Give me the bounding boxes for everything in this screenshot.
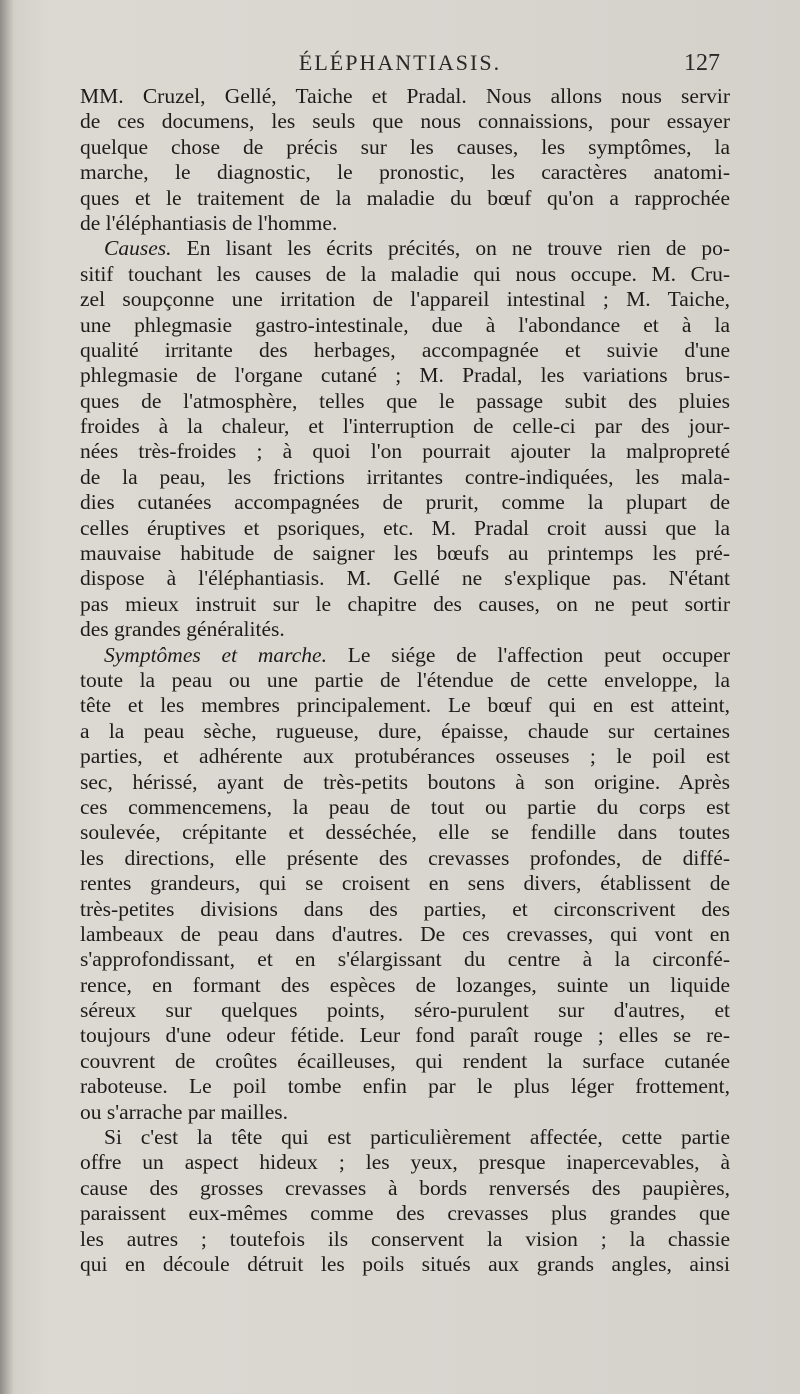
text-line: rence, en formant des espèces de lozanges, suinte un liquide [80,972,730,997]
text-line [80,236,730,261]
text-line: offre un aspect hideux ; les yeux, presque inapercevables, à [80,1150,730,1175]
text-line: de la peau, les frictions irritantes contre-indiquées, les mala- [80,464,730,489]
text-line: sec, hérissé, ayant de très-petits boutons à son origine. Après [80,769,730,794]
binding-edge [0,0,14,1394]
text-line: marche, le diagnostic, le pronostic, les caractères anatomi- [80,160,730,185]
text-line: cause des grosses crevasses à bords renversés des paupières, [80,1175,730,1200]
text-line: MM. Cruzel, Gellé, Taiche et Pradal. Nous allons nous servir [80,84,730,108]
text-line: sitif touchant les causes de la maladie qui nous occupe. M. Cru- [80,261,730,286]
text-line [80,643,730,668]
section-heading-causes: Causes. [104,236,172,261]
text-line: ques et le traitement de la maladie du bœuf qu'on a rapprochée [80,185,730,210]
page-header [80,50,720,80]
text-run: En lisant les écrits précités, on ne trouve rien de po- [171,236,730,261]
text-line: rentes grandeurs, qui se croisent en sens divers, établissent de [80,871,730,896]
body-text [80,84,730,1277]
text-line: pas mieux instruit sur le chapitre des causes, on ne peut sortir [80,591,730,616]
text-line: lambeaux de peau dans d'autres. De ces crevasses, qui vont en [80,921,730,946]
text-line: paraissent eux-mêmes comme des crevasses plus grandes que [80,1201,730,1226]
text-line: ou s'arrache par mailles. [80,1099,289,1124]
text-line: froides à la chaleur, et l'interruption de celle-ci par des jour- [80,414,730,439]
text-line: raboteuse. Le poil tombe enfin par le plus léger frottement, [80,1074,730,1099]
text-line: les autres ; toutefois ils conservent la vision ; la chassie [80,1226,730,1251]
text-line: de ces documens, les seuls que nous connaissions, pour essayer [80,109,730,134]
text-line: quelque chose de précis sur les causes, les symptômes, la [80,134,730,159]
text-line: séreux sur quelques points, séro-purulent sur d'autres, et [80,998,730,1023]
section-heading-symptomes: Symptômes et marche. [104,642,327,667]
text-line: des grandes généralités. [80,617,285,642]
text-line: a la peau sèche, rugueuse, dure, épaisse, chaude sur certaines [80,718,730,743]
text-run: Le siége de l'affection peut occuper [326,642,730,667]
text-line: celles éruptives et psoriques, etc. M. Pradal croit aussi que la [80,515,730,540]
text-line: toute la peau ou une partie de l'étendue de cette enveloppe, la [80,667,730,692]
text-line: soulevée, crépitante et desséchée, elle se fendille dans toutes [80,820,730,845]
text-line: nées très-froides ; à quoi l'on pourrait ajouter la malpropreté [80,439,730,464]
text-line: qui en découle détruit les poils situés aux grands angles, ainsi [80,1251,730,1276]
text-line: parties, et adhérente aux protubérances osseuses ; le poil est [80,744,730,769]
text-line: dies cutanées accompagnées de prurit, comme la plupart de [80,490,730,515]
text-line: s'approfondissant, et en s'élargissant du centre à la circonfé- [80,947,730,972]
text-line: dispose à l'éléphantiasis. M. Gellé ne s'explique pas. N'étant [80,566,730,591]
text-line: de l'éléphantiasis de l'homme. [80,210,338,235]
page-number: 127 [684,50,720,76]
text-line: mauvaise habitude de saigner les bœufs au printemps les pré- [80,541,730,566]
text-line: ques de l'atmosphère, telles que le passage subit des pluies [80,388,730,413]
text-line: Si c'est la tête qui est particulièrement affectée, cette partie [104,1125,730,1150]
text-line: qualité irritante des herbages, accompagnée et suivie d'une [80,337,730,362]
text-line: ces commencemens, la peau de tout ou partie du corps est [80,794,730,819]
text-line: toujours d'une odeur fétide. Leur fond paraît rouge ; elles se re- [80,1023,730,1048]
text-line: phlegmasie de l'organe cutané ; M. Pradal, les variations brus- [80,363,730,388]
text-line: les directions, elle présente des crevasses profondes, de diffé- [80,845,730,870]
text-line: couvrent de croûtes écailleuses, qui rendent la surface cutanée [80,1048,730,1073]
text-line: très-petites divisions dans des parties, et circonscrivent des [80,896,730,921]
text-line: tête et les membres principalement. Le bœuf qui en est atteint, [80,693,730,718]
text-line: zel soupçonne une irritation de l'appareil intestinal ; M. Taiche, [80,287,730,312]
text-line: une phlegmasie gastro-intestinale, due à l'abondance et à la [80,312,730,337]
running-title: ÉLÉPHANTIASIS. [298,50,502,75]
